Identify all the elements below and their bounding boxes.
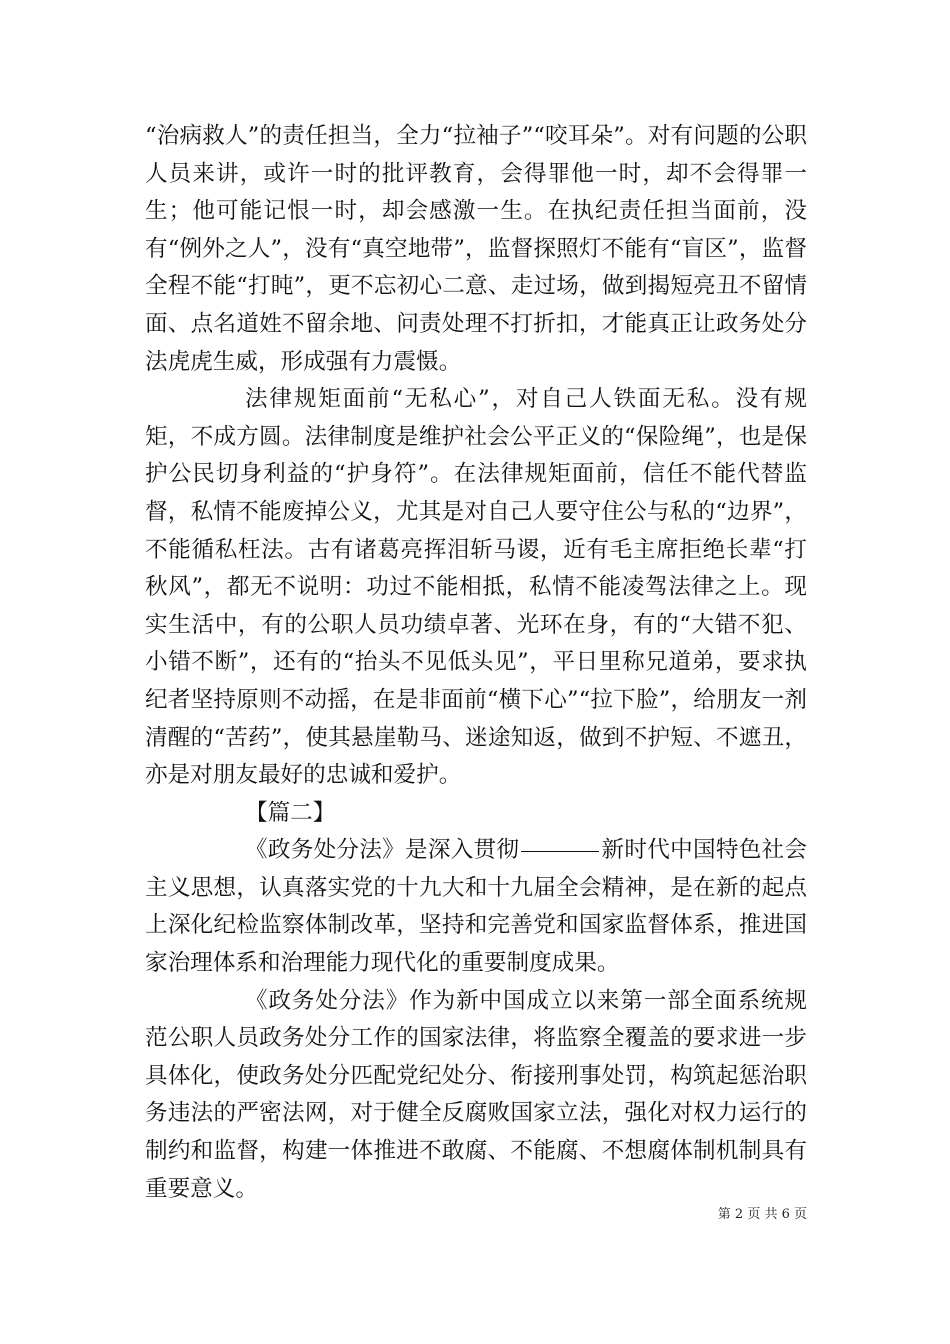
paragraph-3-end: 新时代中国特色社会主义思想，认真落实党的十九大和十九届全会精神，是在新的起点上深化纪检监察体制改革，坚持和完善党和国家监督体系，推进国家治理体系和治理能力现代化的重要制度成果。 (145, 837, 808, 977)
section-heading: 【篇二】 (245, 799, 336, 826)
document-body (145, 118, 807, 1208)
paragraph-1: “治病救人”的责任担当，全力“拉袖子”“咬耳朵”。对有问题的公职人员来讲，或许一时的批评教育，会得罪他一时，却不会得罪一生；他可能记恨一时，却会感激一生。在执纪责任担当面前，没有“例外之人”，没有“真空地带”，监督探照灯不能有“盲区”，监督全程不能“打盹”，更不忘初心二意、走过场，做到揭短亮丑不留情面、点名道姓不留余地、问责处理不打折扣，才能真正让政务处分法虎虎生威，形成强有力震慑。 (145, 123, 807, 375)
redacted-blank (521, 850, 599, 852)
paragraph-2: 法律规矩面前“无私心”，对自己人铁面无私。没有规矩，不成方圆。法律制度是维护社会公平正义的“保险绳”，也是保护公民切身利益的“护身符”。在法律规矩面前，信任不能代替监督，私情不能废掉公义，尤其是对自己人要守住公与私的“边界”，不能循私枉法。古有诸葛亮挥泪斩马谡，近有毛主席拒绝长辈“打秋风”，都无不说明：功过不能相抵，私情不能凌驾法律之上。现实生活中，有的公职人员功绩卓著、光环在身，有的“大错不犯、小错不断”，还有的“抬头不见低头见”，平日里称兄道弟，要求执纪者坚持原则不动摇，在是非面前“横下心”“拉下脸”，给朋友一剂清醒的“苦药”，使其悬崖勒马、迷途知返，做到不护短、不遮丑，亦是对朋友最好的忠诚和爱护。 (145, 386, 807, 789)
paragraph-3-start: 《政务处分法》是深入贯彻 (245, 837, 520, 864)
paragraph-4: 《政务处分法》作为新中国成立以来第一部全面系统规范公职人员政务处分工作的国家法律，将监察全覆盖的要求进一步具体化，使政务处分匹配党纪处分、衔接刑事处罚，构筑起惩治职务违法的严密法网，对于健全反腐败国家立法，强化对权力运行的制约和监督，构建一体推进不敢腐、不能腐、不想腐体制机制具有重要意义。 (145, 987, 807, 1202)
page-number: 第 2 页 共 6 页 (717, 1207, 807, 1222)
paragraph-3 (145, 832, 807, 982)
